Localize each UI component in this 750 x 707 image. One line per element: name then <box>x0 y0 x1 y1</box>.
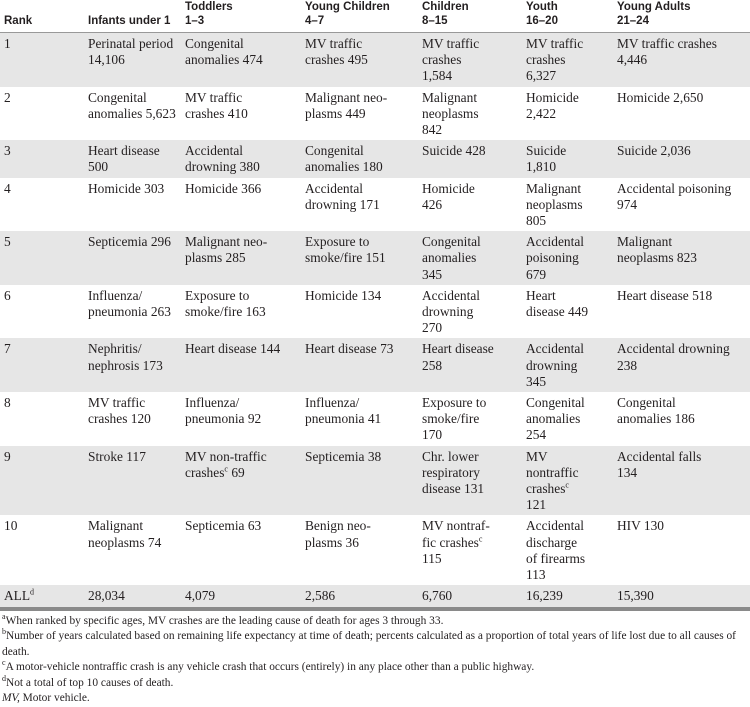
cell-youth <box>522 33 613 87</box>
cell-children <box>418 446 522 516</box>
cell-rank <box>0 392 84 446</box>
footnote-marker: c <box>224 464 228 473</box>
abbreviation-note <box>2 691 748 707</box>
abbrev-term: MV, <box>2 692 20 704</box>
cell-text: Chr. lower respiratory disease 131 <box>422 449 484 496</box>
cell-text: Heart disease 500 <box>88 143 160 174</box>
cell-rank <box>0 140 84 177</box>
header-group <box>4 0 80 14</box>
cell-young-adults <box>613 33 750 87</box>
cell-text: Exposure to smoke/fire 151 <box>305 234 386 265</box>
cell-young-adults <box>613 446 750 516</box>
cell-text: Nephritis/ nephrosis 173 <box>88 341 163 372</box>
cell-youth <box>522 87 613 141</box>
total-row <box>0 585 750 608</box>
cell-young-adults <box>613 515 750 585</box>
cell-infants <box>84 178 181 232</box>
cell-text: Heart disease 144 <box>185 341 280 356</box>
cell-text: 2,586 <box>305 588 335 603</box>
cell-text: 4 <box>4 181 11 196</box>
cell-text: 8 <box>4 395 11 410</box>
cell-text: Malignant neo- plasms 285 <box>185 234 267 265</box>
cell-rank <box>0 446 84 516</box>
column-header-toddlers <box>181 0 301 33</box>
footnote-a <box>2 614 748 630</box>
cell-text: Congenital anomalies 186 <box>617 395 695 426</box>
table-row <box>0 446 750 516</box>
column-header-infants <box>84 0 181 33</box>
header-group: Young Adults <box>617 0 746 14</box>
header-group <box>88 0 177 14</box>
cell-rank <box>0 338 84 392</box>
cell-infants <box>84 392 181 446</box>
table-row <box>0 231 750 285</box>
cell-text: Heart disease 73 <box>305 341 394 356</box>
cell-youth <box>522 446 613 516</box>
cell-young-children <box>301 33 418 87</box>
header-group: Children <box>422 0 518 14</box>
table-row <box>0 87 750 141</box>
cell-text: Congenital anomalies 180 <box>305 143 383 174</box>
cell-young-adults <box>613 231 750 285</box>
cell-toddlers <box>181 285 301 339</box>
cell-young-adults <box>613 392 750 446</box>
header-label: Rank <box>4 14 80 28</box>
cell-text: Septicemia 296 <box>88 234 171 249</box>
cell-text: Influenza/ pneumonia 263 <box>88 288 171 319</box>
cell-text: MV traffic crashes 4,446 <box>617 36 717 67</box>
header-group: Young Children <box>305 0 414 14</box>
table-row <box>0 515 750 585</box>
cell-young-children <box>301 178 418 232</box>
cell-young-children <box>301 285 418 339</box>
cell-children <box>418 285 522 339</box>
abbrev-text: Motor vehicle. <box>20 692 90 704</box>
cell-text: ALL <box>4 588 30 603</box>
cell-infants <box>84 515 181 585</box>
cell-text: Homicide 2,422 <box>526 90 579 121</box>
cell-young-adults <box>613 87 750 141</box>
footnote-text: Not a total of top 10 causes of death. <box>6 677 173 689</box>
footnote-d <box>2 676 748 692</box>
cell-children <box>418 33 522 87</box>
header-label: Infants under 1 <box>88 14 177 28</box>
table-row <box>0 392 750 446</box>
cell-infants <box>84 338 181 392</box>
cell-text: Accidental falls 134 <box>617 449 701 480</box>
cell-text: Perinatal period 14,106 <box>88 36 173 67</box>
cell-text: Homicide 366 <box>185 181 261 196</box>
cell-text: Suicide 428 <box>422 143 486 158</box>
cell-children <box>418 87 522 141</box>
header-label: 1–3 <box>185 14 297 28</box>
cell-young-children <box>301 338 418 392</box>
cell-text: 5 <box>4 234 11 249</box>
cell-toddlers <box>181 392 301 446</box>
cell-text: Benign neo- plasms 36 <box>305 518 371 549</box>
cell-text: 121 <box>526 497 546 512</box>
cell-text: Influenza/ pneumonia 92 <box>185 395 261 426</box>
cell-rank <box>0 33 84 87</box>
cell-text: Accidental discharge of firearms 113 <box>526 518 585 582</box>
cell-text: 3 <box>4 143 11 158</box>
cell-children <box>418 140 522 177</box>
cell-text: 10 <box>4 518 17 533</box>
cell-youth <box>522 338 613 392</box>
cell-text: Suicide 2,036 <box>617 143 691 158</box>
cell-text: Septicemia 63 <box>185 518 261 533</box>
cell-text: Congenital anomalies 254 <box>526 395 585 442</box>
cell-children <box>418 231 522 285</box>
footnote-marker: c <box>565 481 569 490</box>
footnote-marker: b <box>2 627 6 636</box>
cell-children <box>418 515 522 585</box>
column-header-rank <box>0 0 84 33</box>
footnote-marker: a <box>2 612 6 621</box>
cell-toddlers <box>181 33 301 87</box>
cell-toddlers <box>181 140 301 177</box>
cell-youth <box>522 140 613 177</box>
cell-rank <box>0 87 84 141</box>
cell-text: 115 <box>422 551 442 566</box>
cell-toddlers <box>181 515 301 585</box>
cell-young-adults <box>613 178 750 232</box>
cell-text: Accidental drowning 171 <box>305 181 380 212</box>
cell-infants <box>84 231 181 285</box>
cell-text: 6 <box>4 288 11 303</box>
cell-text: 15,390 <box>617 588 654 603</box>
cell-text: 2 <box>4 90 11 105</box>
cell-text: Homicide 426 <box>422 181 475 212</box>
footnote-b <box>2 629 748 660</box>
cell-text: 1 <box>4 36 11 51</box>
cell-infants <box>84 33 181 87</box>
cell-text: Homicide 303 <box>88 181 164 196</box>
cell-text: MV traffic crashes 1,584 <box>422 36 479 83</box>
cell-text: MV non-traffic crashes <box>185 449 267 480</box>
cell-text: Exposure to smoke/fire 163 <box>185 288 266 319</box>
cell-infants <box>84 585 181 608</box>
header-row <box>0 0 750 33</box>
cell-text: Influenza/ pneumonia 41 <box>305 395 381 426</box>
header-group: Toddlers <box>185 0 297 14</box>
cell-text: MV traffic crashes 6,327 <box>526 36 583 83</box>
table-row <box>0 338 750 392</box>
footnote-text: Number of years calculated based on remaining life expectancy at time of death; percents calculated as a proportion of total years of life lost due to all causes of death. <box>2 630 736 658</box>
cell-text: Congenital anomalies 474 <box>185 36 263 67</box>
cell-text: Heart disease 449 <box>526 288 588 319</box>
cell-text: Heart disease 258 <box>422 341 494 372</box>
cell-text: Septicemia 38 <box>305 449 381 464</box>
header-label: 8–15 <box>422 14 518 28</box>
cell-text: Heart disease 518 <box>617 288 712 303</box>
cell-text: Accidental drowning 238 <box>617 341 730 372</box>
cell-young-children <box>301 140 418 177</box>
cell-young-children <box>301 515 418 585</box>
cell-toddlers <box>181 87 301 141</box>
cell-rank <box>0 585 84 608</box>
cell-text: Homicide 2,650 <box>617 90 703 105</box>
cell-text: Accidental poisoning 679 <box>526 234 584 281</box>
column-header-children <box>418 0 522 33</box>
cell-youth <box>522 515 613 585</box>
table-row <box>0 178 750 232</box>
cell-text: 4,079 <box>185 588 215 603</box>
cell-rank <box>0 178 84 232</box>
cell-rank <box>0 231 84 285</box>
table-row <box>0 140 750 177</box>
cell-young-adults <box>613 585 750 608</box>
cell-text: Stroke 117 <box>88 449 146 464</box>
column-header-youth <box>522 0 613 33</box>
header-label: 16–20 <box>526 14 609 28</box>
footnote-text: A motor-vehicle nontraffic crash is any vehicle crash that occurs (entirely) in any place other than a public highway. <box>6 661 535 673</box>
cell-text: 69 <box>228 465 245 480</box>
header-group: Youth <box>526 0 609 14</box>
header-label: 21–24 <box>617 14 746 28</box>
cell-toddlers <box>181 585 301 608</box>
cell-young-adults <box>613 338 750 392</box>
footnotes <box>0 611 750 707</box>
cell-youth <box>522 178 613 232</box>
table-row <box>0 33 750 87</box>
cell-rank <box>0 515 84 585</box>
cell-young-adults <box>613 140 750 177</box>
cell-text: MV traffic crashes 495 <box>305 36 368 67</box>
cell-text: Homicide 134 <box>305 288 381 303</box>
cell-text: Congenital anomalies 5,623 <box>88 90 176 121</box>
cell-text: MV traffic crashes 410 <box>185 90 248 121</box>
cell-youth <box>522 392 613 446</box>
cell-text: 7 <box>4 341 11 356</box>
cell-young-children <box>301 585 418 608</box>
column-header-young-adults <box>613 0 750 33</box>
cell-youth <box>522 585 613 608</box>
cell-text: Accidental drowning 345 <box>526 341 584 388</box>
cell-text: HIV 130 <box>617 518 664 533</box>
cell-infants <box>84 285 181 339</box>
cell-text: 16,239 <box>526 588 563 603</box>
cell-text: Accidental drowning 270 <box>422 288 480 335</box>
cell-text: Malignant neoplasms 805 <box>526 181 583 228</box>
column-header-young-children <box>301 0 418 33</box>
cell-toddlers <box>181 178 301 232</box>
cell-young-children <box>301 446 418 516</box>
cell-text: MV nontraf- fic crashes <box>422 518 490 549</box>
cell-children <box>418 178 522 232</box>
cell-young-children <box>301 231 418 285</box>
cell-text: Malignant neo- plasms 449 <box>305 90 387 121</box>
cell-infants <box>84 87 181 141</box>
cell-toddlers <box>181 338 301 392</box>
cell-text: MV nontraffic crashes <box>526 449 579 496</box>
footnote-marker: d <box>2 674 6 683</box>
cell-text: 9 <box>4 449 11 464</box>
cell-youth <box>522 285 613 339</box>
cell-text: 6,760 <box>422 588 452 603</box>
footnote-marker: c <box>479 534 483 543</box>
cell-infants <box>84 140 181 177</box>
cell-infants <box>84 446 181 516</box>
cell-text: Exposure to smoke/fire 170 <box>422 395 486 442</box>
cell-rank <box>0 285 84 339</box>
cell-toddlers <box>181 446 301 516</box>
cell-text: Malignant neoplasms 74 <box>88 518 161 549</box>
cell-text: Malignant neoplasms 842 <box>422 90 479 137</box>
cell-toddlers <box>181 231 301 285</box>
cell-children <box>418 392 522 446</box>
cell-children <box>418 338 522 392</box>
table-row <box>0 285 750 339</box>
cell-text: Malignant neoplasms 823 <box>617 234 697 265</box>
cell-text: 28,034 <box>88 588 125 603</box>
cell-young-adults <box>613 285 750 339</box>
cell-text: MV traffic crashes 120 <box>88 395 151 426</box>
cell-youth <box>522 231 613 285</box>
cell-children <box>418 585 522 608</box>
header-label: 4–7 <box>305 14 414 28</box>
footnote-text: When ranked by specific ages, MV crashes are the leading cause of death for ages 3 through 33. <box>6 615 444 627</box>
footnote-marker: c <box>2 658 6 667</box>
footnote-c <box>2 660 748 676</box>
cell-text: Accidental poisoning 974 <box>617 181 731 212</box>
cell-young-children <box>301 87 418 141</box>
cell-text: Accidental drowning 380 <box>185 143 260 174</box>
cell-text: Congenital anomalies 345 <box>422 234 481 281</box>
cell-text: Suicide 1,810 <box>526 143 566 174</box>
footnote-marker: d <box>30 588 34 597</box>
cell-young-children <box>301 392 418 446</box>
